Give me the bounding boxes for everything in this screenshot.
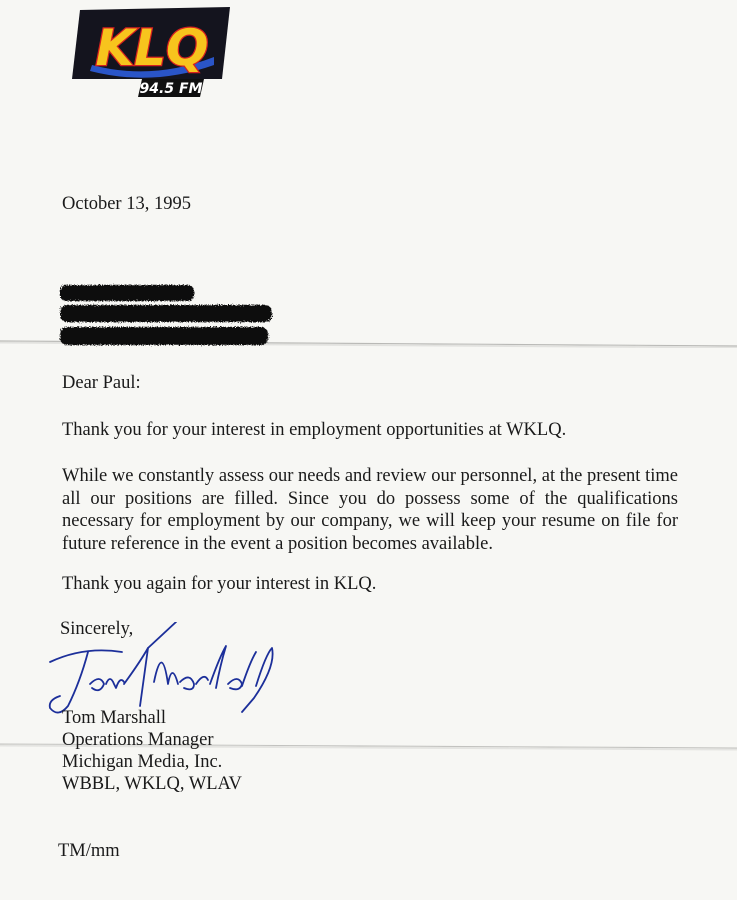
body-paragraph-2: While we constantly assess our needs and review our personnel, at the present time all our positions are filled. Since you do possess some of the qualifications necessary for employment by our company, we will keep your resume on file for future reference in the event a position becomes available. [62, 466, 678, 554]
redacted-recipient-address [56, 283, 278, 349]
signer-name: Tom Marshall [62, 708, 167, 728]
body-paragraph-1: Thank you for your interest in employment opportunities at WKLQ. [62, 420, 567, 440]
logo-letters: KLQ [95, 19, 209, 77]
signer-title: Operations Manager [62, 730, 214, 750]
handwritten-signature [44, 622, 280, 718]
reference-initials: TM/mm [58, 841, 120, 861]
signer-stations: WBBL, WKLQ, WLAV [62, 774, 242, 794]
salutation: Dear Paul: [62, 373, 141, 393]
letter-date: October 13, 1995 [62, 194, 191, 214]
klq-logo [72, 7, 232, 99]
signer-company: Michigan Media, Inc. [62, 752, 223, 772]
logo-frequency: 94.5 FM [139, 81, 203, 97]
body-paragraph-3: Thank you again for your interest in KLQ. [62, 574, 377, 594]
closing: Sincerely, [60, 619, 134, 639]
